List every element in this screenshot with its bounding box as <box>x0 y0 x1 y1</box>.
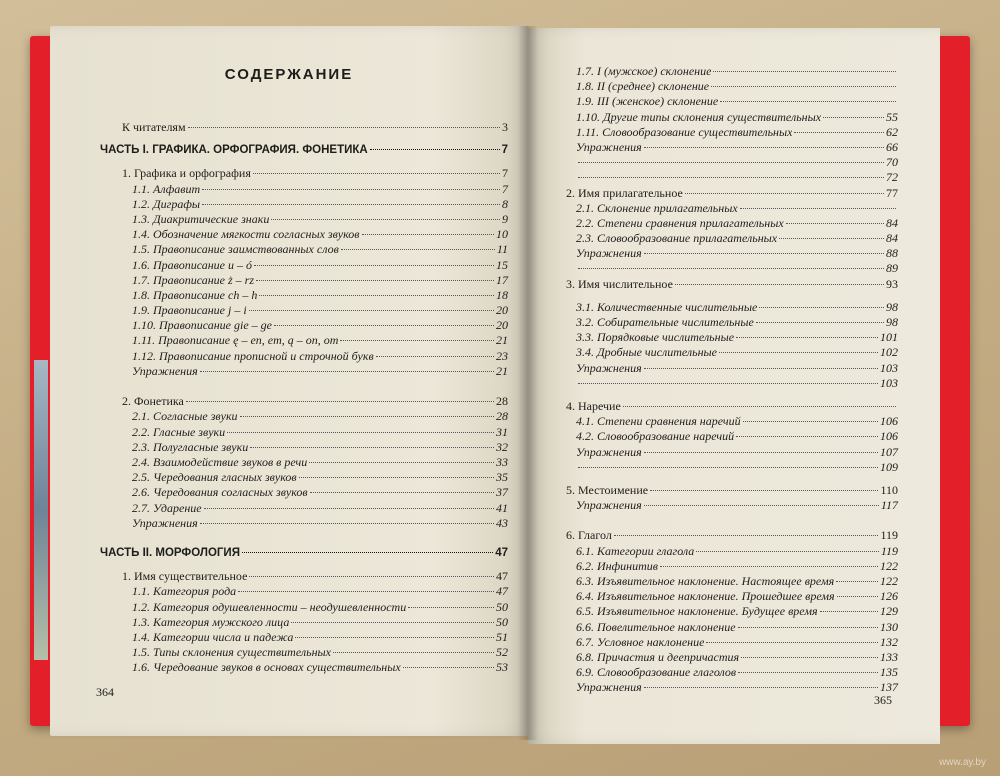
toc-entry-title: 2.2. Степени сравнения прилагательных <box>576 215 784 230</box>
toc-entry-title: 4.1. Степени сравнения наречий <box>576 414 741 429</box>
toc-entry <box>100 584 508 599</box>
toc-entry <box>566 110 898 125</box>
toc-entry-page: 107 <box>880 444 898 459</box>
toc-dot-leader <box>740 208 896 209</box>
toc-dot-leader <box>779 238 884 239</box>
toc-entry-title: К читателям <box>122 120 186 134</box>
toc-dot-leader <box>249 310 494 311</box>
toc-entry-page: 135 <box>880 665 898 680</box>
toc-entry-title: 2. Фонетика <box>122 394 184 409</box>
toc-entry <box>100 288 508 303</box>
toc-entry <box>100 120 508 135</box>
toc-entry <box>100 630 508 645</box>
toc-entry-title: Упражнения <box>576 360 642 375</box>
toc-entry-page: 17 <box>496 272 508 287</box>
toc-entry <box>100 349 508 364</box>
toc-dot-leader <box>675 284 884 285</box>
toc-dot-leader <box>250 447 494 448</box>
toc-dot-leader <box>823 117 884 118</box>
toc-spacer <box>566 292 898 300</box>
toc-dot-leader <box>259 295 494 296</box>
toc-entry-page: 18 <box>496 287 508 302</box>
toc-entry <box>566 155 898 170</box>
toc-entry <box>566 574 898 589</box>
toc-entry <box>566 125 898 140</box>
toc-entry <box>100 516 508 531</box>
toc-entry-page: 37 <box>496 485 508 500</box>
toc-spacer <box>100 135 508 143</box>
toc-part-heading <box>100 546 508 561</box>
toc-entry <box>100 440 508 455</box>
toc-dot-leader <box>186 401 494 402</box>
toc-entry-page: 23 <box>496 348 508 363</box>
toc-entry <box>566 201 898 216</box>
toc-entry <box>566 483 898 498</box>
toc-entry-page: 84 <box>886 231 898 246</box>
toc-entry <box>566 246 898 261</box>
toc-entry-page: 47 <box>495 547 508 560</box>
toc-entry <box>566 635 898 650</box>
toc-entry-page: 35 <box>496 470 508 485</box>
toc-entry-title: 6.2. Инфинитив <box>576 558 658 573</box>
toc-entry <box>100 569 508 584</box>
toc-entry-page: 93 <box>886 276 898 291</box>
toc-entry-title: Упражнения <box>576 246 642 261</box>
toc-entry-page: 77 <box>886 185 898 200</box>
toc-entry-title: 6.4. Изъявительное наклонение. Прошедшее время <box>576 589 835 604</box>
toc-dot-leader <box>696 551 879 552</box>
toc-entry-title: 2. Имя прилагательное <box>566 185 683 200</box>
toc-entry-page: 47 <box>496 584 508 599</box>
toc-entry-page: 50 <box>496 614 508 629</box>
toc-dot-leader <box>759 307 884 308</box>
toc-dot-leader <box>578 162 884 163</box>
toc-entry <box>566 429 898 444</box>
toc-entry-page: 109 <box>880 459 898 474</box>
toc-entry <box>566 300 898 315</box>
toc-list-right <box>566 64 898 696</box>
toc-entry <box>566 604 898 619</box>
toc-spacer <box>566 391 898 399</box>
toc-entry <box>566 399 898 414</box>
toc-entry-page: 47 <box>496 569 508 584</box>
toc-dot-leader <box>644 505 879 506</box>
toc-entry-page: 129 <box>880 604 898 619</box>
toc-entry <box>566 79 898 94</box>
toc-entry-page: 7 <box>502 166 508 181</box>
toc-entry-title: 1.2. Категория одушевленности – неодушевленности <box>132 599 407 614</box>
toc-entry-page: 119 <box>880 528 898 543</box>
toc-dot-leader <box>249 576 494 577</box>
toc-dot-leader <box>274 325 494 326</box>
toc-entry-page: 52 <box>496 645 508 660</box>
toc-entry <box>100 303 508 318</box>
toc-entry <box>100 660 508 675</box>
toc-spacer <box>100 531 508 546</box>
toc-entry-page: 11 <box>496 242 508 257</box>
toc-entry-page: 41 <box>496 500 508 515</box>
toc-dot-leader <box>188 127 500 128</box>
toc-entry-page: 43 <box>496 515 508 530</box>
toc-entry-title: 1. Графика и орфография <box>122 166 251 181</box>
toc-entry-page: 88 <box>886 246 898 261</box>
toc-entry <box>566 216 898 231</box>
toc-entry-page: 89 <box>886 261 898 276</box>
toc-dot-leader <box>786 223 884 224</box>
toc-entry <box>100 182 508 197</box>
toc-entry <box>566 528 898 543</box>
toc-entry <box>566 376 898 391</box>
toc-entry-title: 3.3. Порядковые числительные <box>576 330 735 345</box>
toc-dot-leader <box>741 657 878 658</box>
toc-entry <box>100 485 508 500</box>
toc-dot-leader <box>736 337 878 338</box>
toc-dot-leader <box>362 234 494 235</box>
toc-entry-title: 3. Имя числительное <box>566 276 673 291</box>
toc-dot-leader <box>685 193 884 194</box>
toc-dot-leader <box>644 253 884 254</box>
toc-entry-page: 110 <box>880 482 898 497</box>
toc-entry-title: 1.1. Категория рода <box>132 584 237 599</box>
toc-entry-title: 2.1. Склонение прилагательных <box>576 200 738 215</box>
toc-entry <box>100 318 508 333</box>
toc-entry-page: 103 <box>880 375 898 390</box>
toc-dot-leader <box>295 637 494 638</box>
toc-dot-leader <box>644 687 878 688</box>
toc-entry <box>566 445 898 460</box>
toc-entry-title: 3.2. Собирательные числительные <box>576 315 754 329</box>
toc-entry-title: ЧАСТЬ I. ГРАФИКА. ОРФОГРАФИЯ. ФОНЕТИКА <box>100 144 368 157</box>
toc-entry-title: 6.3. Изъявительное наклонение. Настоящее время <box>576 574 835 588</box>
toc-entry-title: 4. Наречие <box>566 398 621 413</box>
toc-entry-page: 32 <box>496 439 508 454</box>
toc-entry-page: 21 <box>496 363 508 378</box>
toc-entry-title: Упражнения <box>132 363 198 378</box>
toc-dot-leader <box>340 340 494 341</box>
toc-entry-title: Упражнения <box>132 515 198 530</box>
toc-entry-title: 1.10. Другие типы склонения существительных <box>576 109 822 124</box>
toc-dot-leader <box>242 552 493 553</box>
toc-entry <box>566 589 898 604</box>
toc-dot-leader <box>408 607 494 608</box>
toc-entry <box>566 665 898 680</box>
toc-dot-leader <box>736 436 878 437</box>
toc-entry-title: 1.12. Правописание прописной и строчной букв <box>132 348 374 363</box>
toc-entry <box>100 166 508 181</box>
toc-entry-title: 2.5. Чередования гласных звуков <box>132 470 297 485</box>
toc-entry-page: 119 <box>880 543 898 558</box>
toc-entry-title: 6.5. Изъявительное наклонение. Будущее время <box>576 604 818 619</box>
page-number-left: 364 <box>96 685 114 699</box>
toc-entry <box>100 425 508 440</box>
toc-entry-title: 1.11. Словообразование существительных <box>576 124 793 139</box>
toc-dot-leader <box>713 71 896 72</box>
toc-dot-leader <box>738 672 878 673</box>
page-number-right: 365 <box>874 693 892 707</box>
toc-entry <box>566 460 898 475</box>
toc-entry-title: 4.2. Словообразование наречий <box>576 429 735 444</box>
toc-entry-page: 133 <box>880 649 898 664</box>
toc-entry-page: 9 <box>502 211 508 226</box>
toc-entry-title: 2.3. Словообразование прилагательных <box>576 231 778 246</box>
toc-entry-title: 1.9. III (женское) склонение <box>576 94 719 109</box>
toc-entry-title: 2.2. Гласные звуки <box>132 424 226 439</box>
toc-entry <box>566 559 898 574</box>
toc-entry-page: 98 <box>886 299 898 314</box>
toc-entry <box>566 315 898 330</box>
toc-dot-leader <box>403 667 494 668</box>
toc-dot-leader <box>254 265 494 266</box>
toc-entry-title: 1.6. Правописание u – ó <box>132 257 253 272</box>
toc-entry <box>100 364 508 379</box>
toc-dot-leader <box>644 452 878 453</box>
toc-entry-title: ЧАСТЬ II. МОРФОЛОГИЯ <box>100 547 240 560</box>
toc-dot-leader <box>309 462 494 463</box>
toc-entry-page: 137 <box>880 680 898 695</box>
toc-entry-title: 5. Местоимение <box>566 482 649 497</box>
toc-entry <box>566 231 898 246</box>
toc-list-left <box>100 120 508 676</box>
toc-dot-leader <box>794 132 884 133</box>
toc-entry-title: 1.10. Правописание gie – ge <box>132 318 272 333</box>
toc-dot-leader <box>291 622 494 623</box>
toc-entry-title: Упражнения <box>576 498 642 513</box>
toc-entry <box>100 615 508 630</box>
toc-entry <box>100 333 508 348</box>
toc-entry <box>566 620 898 635</box>
toc-entry-page: 15 <box>496 257 508 272</box>
toc-entry <box>100 409 508 424</box>
toc-entry-title: 1.8. Правописание ch – h <box>132 287 258 302</box>
toc-entry <box>566 64 898 79</box>
toc-dot-leader <box>238 591 494 592</box>
toc-entry-page: 66 <box>886 139 898 154</box>
toc-entry <box>566 414 898 429</box>
toc-dot-leader <box>837 596 878 597</box>
toc-entry-page: 10 <box>496 227 508 242</box>
toc-entry-page: 20 <box>496 303 508 318</box>
toc-entry-page: 102 <box>880 345 898 360</box>
toc-entry-page: 8 <box>502 196 508 211</box>
toc-entry <box>566 94 898 109</box>
toc-dot-leader <box>578 177 884 178</box>
toc-entry-title: 1. Имя существительное <box>122 569 248 584</box>
toc-dot-leader <box>202 189 500 190</box>
toc-entry-page: 20 <box>496 318 508 333</box>
toc-entry-title: 1.8. II (среднее) склонение <box>576 79 710 94</box>
toc-entry-page: 98 <box>886 315 898 329</box>
cover-edge-picture <box>34 360 48 660</box>
toc-entry <box>100 212 508 227</box>
toc-entry-title: 6. Глагол <box>566 528 612 543</box>
toc-entry-title: 1.1. Алфавит <box>132 181 201 196</box>
toc-dot-leader <box>376 356 494 357</box>
toc-entry <box>566 140 898 155</box>
toc-dot-leader <box>720 101 896 102</box>
toc-entry-page: 126 <box>880 589 898 604</box>
toc-entry-title: 1.5. Правописание заимствованных слов <box>132 242 339 257</box>
toc-entry <box>566 544 898 559</box>
toc-entry-title: 1.6. Чередование звуков в основах существительных <box>132 660 401 675</box>
toc-entry-page: 84 <box>886 215 898 230</box>
toc-entry-title: Упражнения <box>576 139 642 154</box>
toc-entry-title: 6.6. Повелительное наклонение <box>576 619 736 634</box>
toc-entry-title: 1.5. Типы склонения существительных <box>132 645 331 660</box>
toc-entry-title: 1.3. Категория мужского лица <box>132 614 290 629</box>
toc-dot-leader <box>341 249 495 250</box>
toc-dot-leader <box>756 322 884 323</box>
toc-dot-leader <box>644 368 878 369</box>
toc-entry-title: 2.4. Взаимодействие звуков в речи <box>132 454 308 469</box>
toc-entry <box>100 600 508 615</box>
toc-dot-leader <box>711 86 896 87</box>
toc-entry <box>100 501 508 516</box>
toc-entry-page: 33 <box>496 454 508 469</box>
toc-dot-leader <box>227 432 494 433</box>
toc-entry-page: 7 <box>501 144 508 157</box>
toc-dot-leader <box>578 383 878 384</box>
toc-entry <box>566 330 898 345</box>
watermark: www.ay.by <box>938 757 986 768</box>
toc-entry <box>566 361 898 376</box>
toc-entry-page: 31 <box>496 424 508 439</box>
toc-dot-leader <box>370 149 500 150</box>
toc-dot-leader <box>200 523 494 524</box>
toc-spacer <box>566 475 898 483</box>
toc-entry <box>100 258 508 273</box>
toc-entry-title: 1.7. I (мужское) склонение <box>576 64 712 78</box>
toc-entry-title: 3.1. Количественные числительные <box>576 299 758 314</box>
toc-dot-leader <box>310 492 494 493</box>
toc-spacer <box>566 513 898 528</box>
toc-dot-leader <box>719 352 878 353</box>
toc-entry-title: 3.4. Дробные числительные <box>576 345 717 360</box>
toc-dot-leader <box>578 268 884 269</box>
toc-dot-leader <box>820 611 878 612</box>
toc-dot-leader <box>644 147 884 148</box>
left-page <box>50 26 528 736</box>
toc-entry-title: 2.7. Ударение <box>132 500 202 515</box>
toc-entry-page: 3 <box>502 120 508 134</box>
toc-dot-leader <box>202 204 500 205</box>
toc-dot-leader <box>706 642 878 643</box>
toc-entry-page: 122 <box>880 574 898 588</box>
toc-dot-leader <box>614 535 879 536</box>
toc-entry-page: 132 <box>880 634 898 649</box>
toc-entry-title: Упражнения <box>576 444 642 459</box>
toc-entry-page: 106 <box>880 414 898 429</box>
toc-entry <box>566 650 898 665</box>
toc-spacer <box>100 379 508 394</box>
toc-entry <box>100 242 508 257</box>
toc-entry-page: 50 <box>496 599 508 614</box>
page-title: СОДЕРЖАНИЕ <box>224 66 354 83</box>
toc-entry-title: 1.2. Диграфы <box>132 196 200 211</box>
toc-dot-leader <box>738 627 878 628</box>
right-page <box>528 28 940 744</box>
toc-entry <box>100 227 508 242</box>
toc-entry-page: 72 <box>886 170 898 185</box>
toc-dot-leader <box>271 219 500 220</box>
toc-entry-page: 51 <box>496 630 508 644</box>
toc-entry-title: 1.4. Обозначение мягкости согласных звуков <box>132 227 360 242</box>
toc-dot-leader <box>836 581 878 582</box>
toc-spacer <box>100 561 508 569</box>
toc-entry-page: 7 <box>502 181 508 196</box>
toc-spacer <box>100 158 508 166</box>
toc-entry <box>100 394 508 409</box>
toc-dot-leader <box>253 173 500 174</box>
toc-entry <box>566 277 898 292</box>
toc-entry <box>100 197 508 212</box>
toc-entry-page: 117 <box>880 498 898 513</box>
toc-entry-page: 53 <box>496 660 508 675</box>
toc-entry-page: 122 <box>880 558 898 573</box>
toc-dot-leader <box>650 490 878 491</box>
toc-entry-title: 6.9. Словообразование глаголов <box>576 665 737 680</box>
toc-dot-leader <box>623 406 896 407</box>
toc-entry-page: 62 <box>886 124 898 139</box>
toc-part-heading <box>100 143 508 158</box>
toc-entry <box>100 470 508 485</box>
toc-dot-leader <box>256 280 494 281</box>
toc-entry <box>566 170 898 185</box>
toc-entry-title: 2.3. Полугласные звуки <box>132 439 249 454</box>
toc-entry-title: 6.8. Причастия и деепричастия <box>576 649 740 664</box>
toc-entry-title: 1.3. Диакритические знаки <box>132 211 270 226</box>
toc-entry-title: 2.6. Чередования согласных звуков <box>132 485 308 500</box>
toc-entry-page: 103 <box>880 360 898 375</box>
toc-entry-title: 1.9. Правописание j – i <box>132 303 247 318</box>
toc-entry-page: 21 <box>496 333 508 348</box>
toc-entry-title: 6.7. Условное наклонение <box>576 634 705 649</box>
toc-dot-leader <box>299 477 494 478</box>
toc-dot-leader <box>204 508 494 509</box>
toc-entry-title: 1.4. Категории числа и падежа <box>132 630 294 644</box>
toc-dot-leader <box>240 416 494 417</box>
toc-entry-title: 1.11. Правописание ę – en, em, ą – on, om <box>132 333 339 348</box>
toc-entry <box>100 455 508 470</box>
toc-entry-title: 2.1. Согласные звуки <box>132 409 238 424</box>
toc-entry <box>566 680 898 695</box>
toc-entry <box>566 261 898 276</box>
toc-entry-page: 70 <box>886 155 898 170</box>
toc-entry <box>566 186 898 201</box>
toc-dot-leader <box>578 467 878 468</box>
toc-entry <box>566 498 898 513</box>
toc-dot-leader <box>743 421 878 422</box>
toc-dot-leader <box>200 371 494 372</box>
toc-entry-page: 55 <box>886 109 898 124</box>
toc-entry-title: 6.1. Категории глагола <box>576 543 695 558</box>
toc-entry-page: 130 <box>880 619 898 634</box>
toc-entry-page: 28 <box>496 394 508 409</box>
toc-entry-page: 28 <box>496 409 508 424</box>
toc-dot-leader <box>660 566 878 567</box>
toc-entry-page: 101 <box>880 330 898 345</box>
toc-entry-title: 1.7. Правописание ż – rz <box>132 272 255 287</box>
toc-entry <box>100 273 508 288</box>
toc-dot-leader <box>333 652 494 653</box>
toc-entry-title: Упражнения <box>576 680 642 695</box>
toc-entry <box>100 645 508 660</box>
toc-entry <box>566 345 898 360</box>
toc-entry-page: 106 <box>880 429 898 444</box>
